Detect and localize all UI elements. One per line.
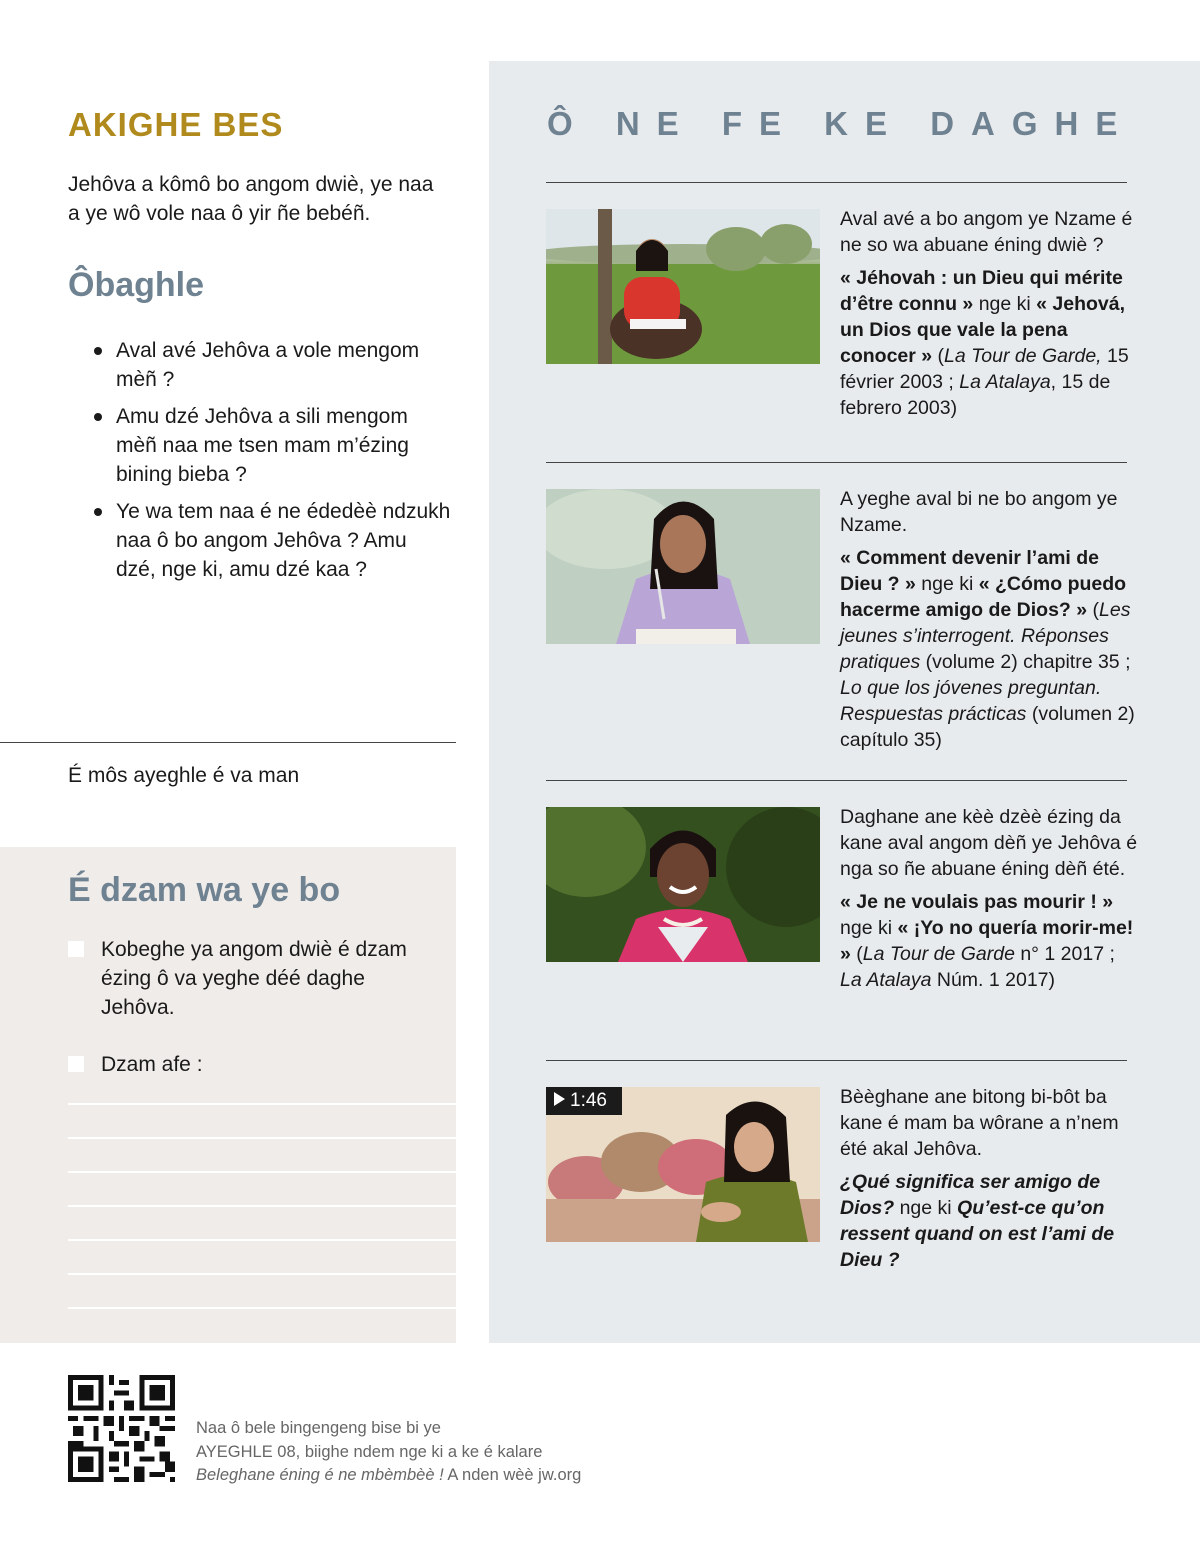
resource-reference: [840, 265, 1140, 421]
explore-title: Ô NE FE KE DAGHE: [547, 105, 1135, 142]
publication-details: (volume 2) chapitre 35 ;: [920, 651, 1131, 673]
resource-question: Bèèghane ane bitong bi-bôt ba kane é mam ba wôrane a n’nem été akal Jehôva.: [840, 1086, 1119, 1160]
publication-date: , 15 de febrero 2003): [840, 371, 1111, 419]
resource-entry: [840, 486, 1140, 760]
footer-line: [196, 1464, 796, 1488]
task-item: [68, 935, 428, 1022]
connector-text: (: [932, 345, 945, 367]
orchard-photo-illustration: [546, 209, 820, 364]
review-question-list: [92, 336, 452, 592]
publication-details: n° 1 2017 ;: [1014, 943, 1115, 965]
woman-studying-bible-image[interactable]: [546, 489, 820, 644]
writing-line[interactable]: [68, 1171, 456, 1173]
publication-name: La Atalaya: [840, 969, 932, 991]
writing-line[interactable]: [68, 1307, 456, 1309]
publication-name: La Tour de Garde,: [944, 345, 1102, 367]
video-duration: 1:46: [570, 1090, 607, 1111]
task-text: Dzam afe :: [101, 1053, 203, 1076]
connector-text: (: [850, 943, 863, 965]
woman-reading-in-orchard-image[interactable]: [546, 209, 820, 364]
review-title: Ôbaghle: [68, 266, 205, 304]
footer-site-link[interactable]: A nden wèè jw.org: [443, 1466, 582, 1484]
task-text: Kobeghe ya angom dwiè é dzam ézing ô va yeghe déé daghe Jehôva.: [101, 938, 407, 1019]
review-question: Aval avé Jehôva a vole mengom mèñ ?: [92, 336, 452, 394]
portrait-photo-illustration: [546, 807, 820, 962]
connector-text: nge ki: [973, 293, 1037, 315]
resource-entry: [840, 1084, 1140, 1280]
divider: [546, 182, 1127, 183]
footer-line: AYEGHLE 08, biighe ndem nge ki a ke é kalare: [196, 1442, 543, 1461]
writing-line[interactable]: [68, 1273, 456, 1275]
play-icon: [554, 1092, 565, 1106]
writing-line[interactable]: [68, 1239, 456, 1241]
resource-entry: [840, 206, 1140, 428]
review-question: Amu dzé Jehôva a sili mengom mèñ naa me tsen mam m’ézing bining bieba ?: [92, 402, 452, 489]
task-panel: [0, 847, 456, 1343]
resource-question: Aval avé a bo angom ye Nzame é ne so wa abuane éning dwiè ?: [840, 208, 1133, 256]
connector-text: nge ki: [840, 917, 898, 939]
article-title-french[interactable]: « Je ne voulais pas mourir ! »: [840, 891, 1114, 913]
divider: [0, 742, 456, 743]
resource-reference: [840, 889, 1140, 993]
writing-line[interactable]: [68, 1205, 456, 1207]
connector-text: (: [1087, 599, 1100, 621]
publication-name: Les jeunes s’interrogent. Réponses pratiques: [840, 599, 1131, 673]
summary-text: Jehôva a kômô bo angom dwiè, ye naa a ye wô vole naa ô yir ñe bebéñ.: [68, 173, 434, 225]
video-title-spanish[interactable]: ¿Qué significa ser amigo de Dios?: [840, 1171, 1101, 1219]
qr-code[interactable]: [68, 1375, 175, 1482]
divider: [546, 1060, 1127, 1061]
lesson-completed-date-label: É môs ayeghle é va man: [68, 764, 300, 787]
footer-note: [196, 1417, 796, 1488]
publication-name: La Atalaya: [959, 371, 1051, 393]
resource-reference: [840, 1169, 1140, 1273]
publication-details: Núm. 1 2017): [931, 969, 1055, 991]
divider: [546, 462, 1127, 463]
study-photo-illustration: [546, 489, 820, 644]
video-duration-badge[interactable]: [546, 1087, 622, 1115]
publication-date: 15 février 2003 ;: [840, 345, 1129, 393]
task-checkbox[interactable]: [68, 941, 84, 957]
resource-question: Daghane ane kèè dzèè ézing da kane aval angom dèñ ye Jehôva é nga so ñe abuane éning dèñ été.: [840, 806, 1138, 880]
footer-italic-title: Beleghane éning é ne mbèmbèè !: [196, 1466, 444, 1484]
task-checkbox[interactable]: [68, 1056, 84, 1072]
article-title-spanish[interactable]: « ¿Cómo puedo hacerme amigo de Dios? »: [840, 573, 1127, 621]
resource-reference: [840, 545, 1140, 753]
smiling-woman-portrait-image[interactable]: [546, 807, 820, 962]
footer-line: Naa ô bele bingengeng bise bi ye: [196, 1419, 441, 1437]
writing-line[interactable]: [68, 1137, 456, 1139]
video-thumbnail-praying-woman[interactable]: [546, 1087, 820, 1242]
writing-line[interactable]: [68, 1103, 456, 1105]
article-title-french[interactable]: « Jéhovah : un Dieu qui mérite d’être connu »: [840, 267, 1123, 315]
divider: [546, 780, 1127, 781]
task-title: É dzam wa ye bo: [68, 871, 341, 909]
connector-text: nge ki: [915, 573, 979, 595]
publication-name: Lo que los jóvenes preguntan. Respuestas prácticas: [840, 677, 1102, 725]
review-question: Ye wa tem naa é ne édedèè ndzukh naa ô bo angom Jehôva ? Amu dzé, nge ki, amu dzé kaa ?: [92, 497, 452, 584]
article-title-spanish[interactable]: « ¡Yo no quería morir-me! »: [840, 917, 1134, 965]
task-item-other: [68, 1050, 428, 1079]
publication-name: La Tour de Garde: [862, 943, 1015, 965]
video-title-french[interactable]: Qu’est-ce qu’on ressent quand on est l’ami de Dieu ?: [840, 1197, 1115, 1271]
summary-title: AKIGHE BES: [68, 106, 284, 143]
connector-text: nge ki: [894, 1197, 958, 1219]
article-title-french[interactable]: « Comment devenir l’ami de Dieu ? »: [840, 547, 1099, 595]
resource-entry: [840, 804, 1140, 1000]
resource-question: A yeghe aval bi ne bo angom ye Nzame.: [840, 488, 1118, 536]
article-title-spanish[interactable]: « Jehová, un Dios que vale la pena conocer »: [840, 293, 1126, 367]
explore-panel: [489, 61, 1200, 1343]
qr-code-graphic: [68, 1375, 175, 1482]
publication-details: (volumen 2) capítulo 35): [840, 703, 1135, 751]
